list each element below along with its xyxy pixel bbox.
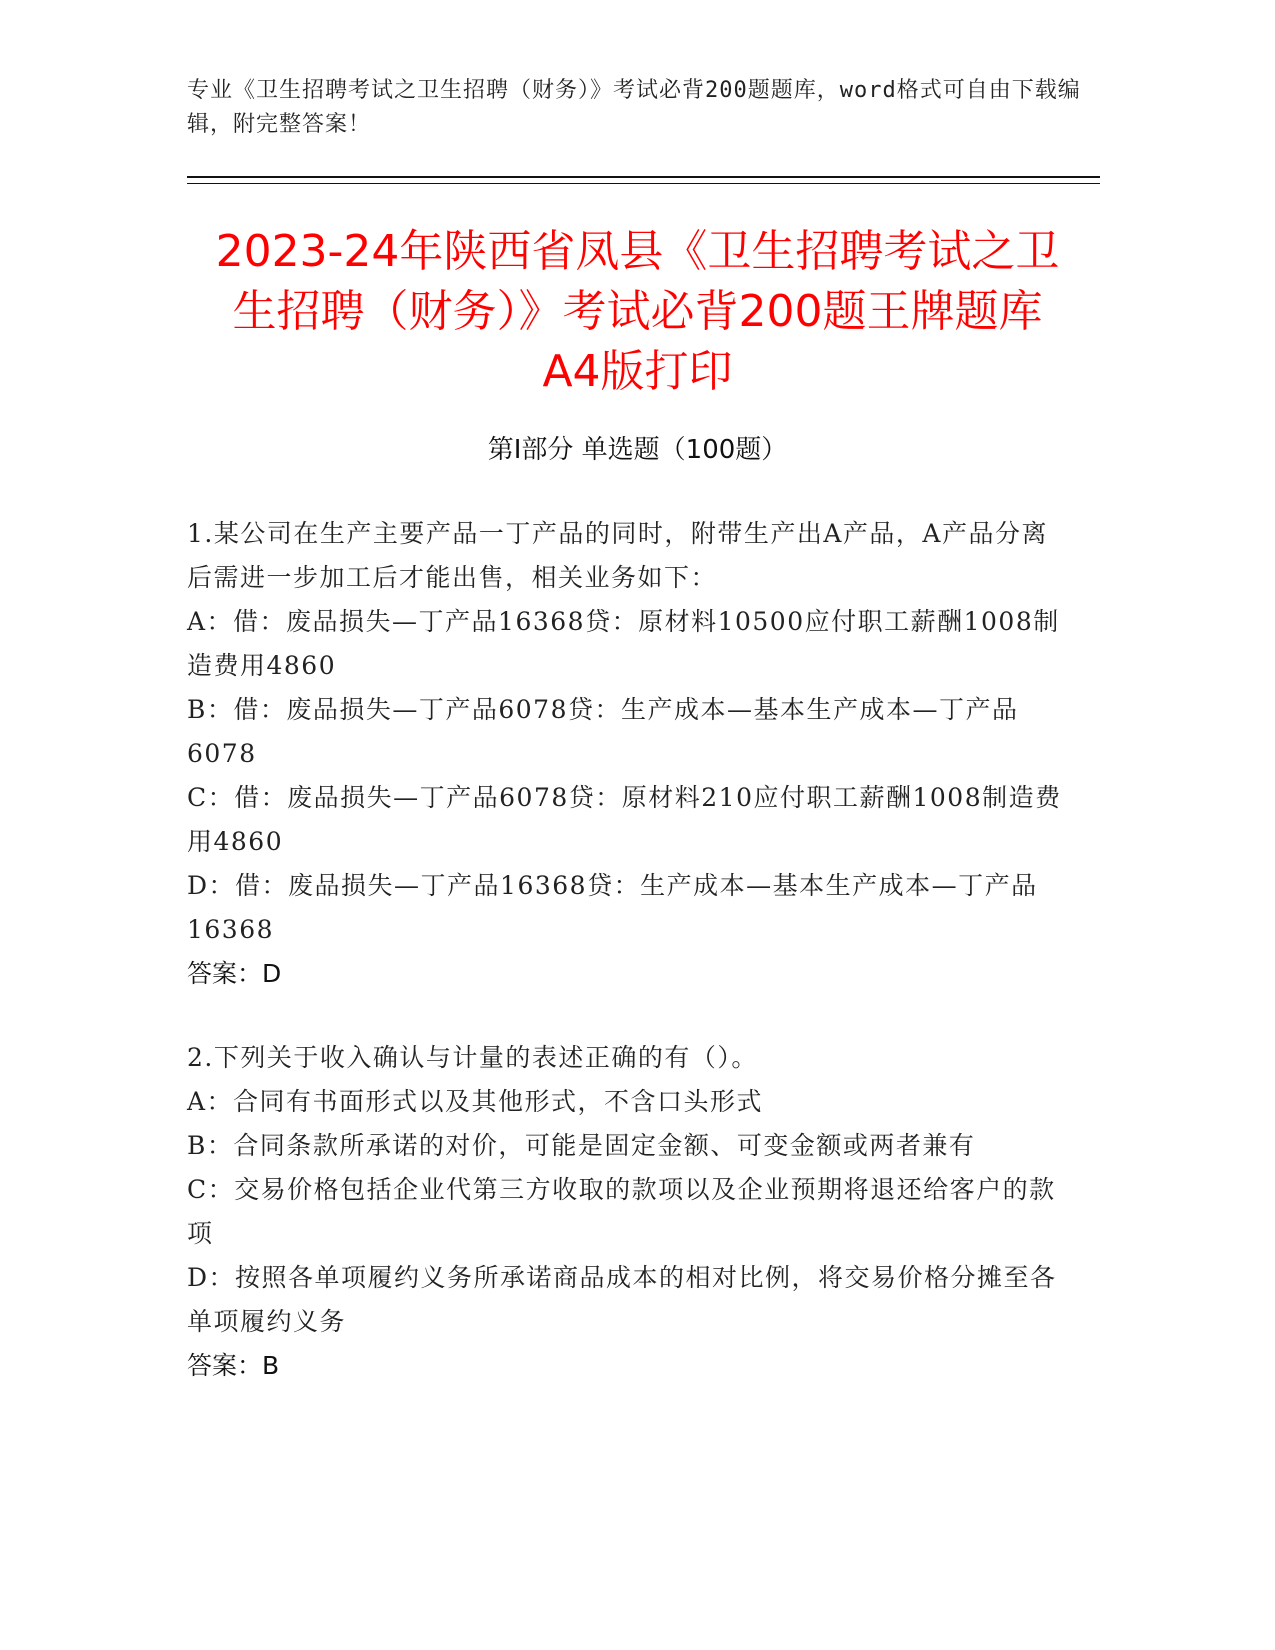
section-heading: 第I部分 单选题（100题） [487, 435, 788, 465]
question-stem: 2.下列关于收入确认与计量的表述正确的有（）。 [187, 1043, 758, 1072]
title-line-2: 生招聘（财务）》考试必背200题王牌题库 [232, 286, 1043, 337]
option-c: C：交易价格包括企业代第三方收取的款项以及企业预期将退还给客户的款项 [187, 1175, 1056, 1248]
title-line-3: A4版打印 [542, 346, 733, 397]
option-a: A：借：废品损失—丁产品16368贷：原材料10500应付职工薪酬1008制造费用4860 [187, 607, 1060, 680]
question-2 [187, 1036, 1067, 1388]
header-note: 专业《卫生招聘考试之卫生招聘（财务）》考试必背200题题库，word格式可自由下载编辑，附完整答案！ [187, 78, 1081, 137]
question-stem: 1.某公司在生产主要产品一丁产品的同时，附带生产出A产品，A产品分离后需进一步加工后才能出售，相关业务如下： [187, 519, 1048, 592]
title-line-1: 2023-24年陕西省凤县《卫生招聘考试之卫 [215, 226, 1060, 277]
option-d: D：按照各单项履约义务所承诺商品成本的相对比例，将交易价格分摊至各单项履约义务 [187, 1263, 1057, 1336]
question-1 [187, 512, 1067, 996]
option-b: B：借：废品损失—丁产品6078贷：生产成本—基本生产成本—丁产品6078 [187, 695, 1019, 768]
option-c: C：借：废品损失—丁产品6078贷：原材料210应付职工薪酬1008制造费用4860 [187, 783, 1062, 856]
header-rule-thin [187, 183, 1100, 184]
answer-label: 答案：B [187, 1351, 280, 1380]
answer-label: 答案：D [187, 959, 282, 988]
option-d: D：借：废品损失—丁产品16368贷：生产成本—基本生产成本—丁产品16368 [187, 871, 1038, 944]
document-title [150, 222, 1125, 402]
header-rule-thick [187, 176, 1100, 178]
question-list [187, 512, 1067, 1428]
option-b: B：合同条款所承诺的对价，可能是固定金额、可变金额或两者兼有 [187, 1131, 976, 1160]
option-a: A：合同有书面形式以及其他形式，不含口头形式 [187, 1087, 764, 1116]
